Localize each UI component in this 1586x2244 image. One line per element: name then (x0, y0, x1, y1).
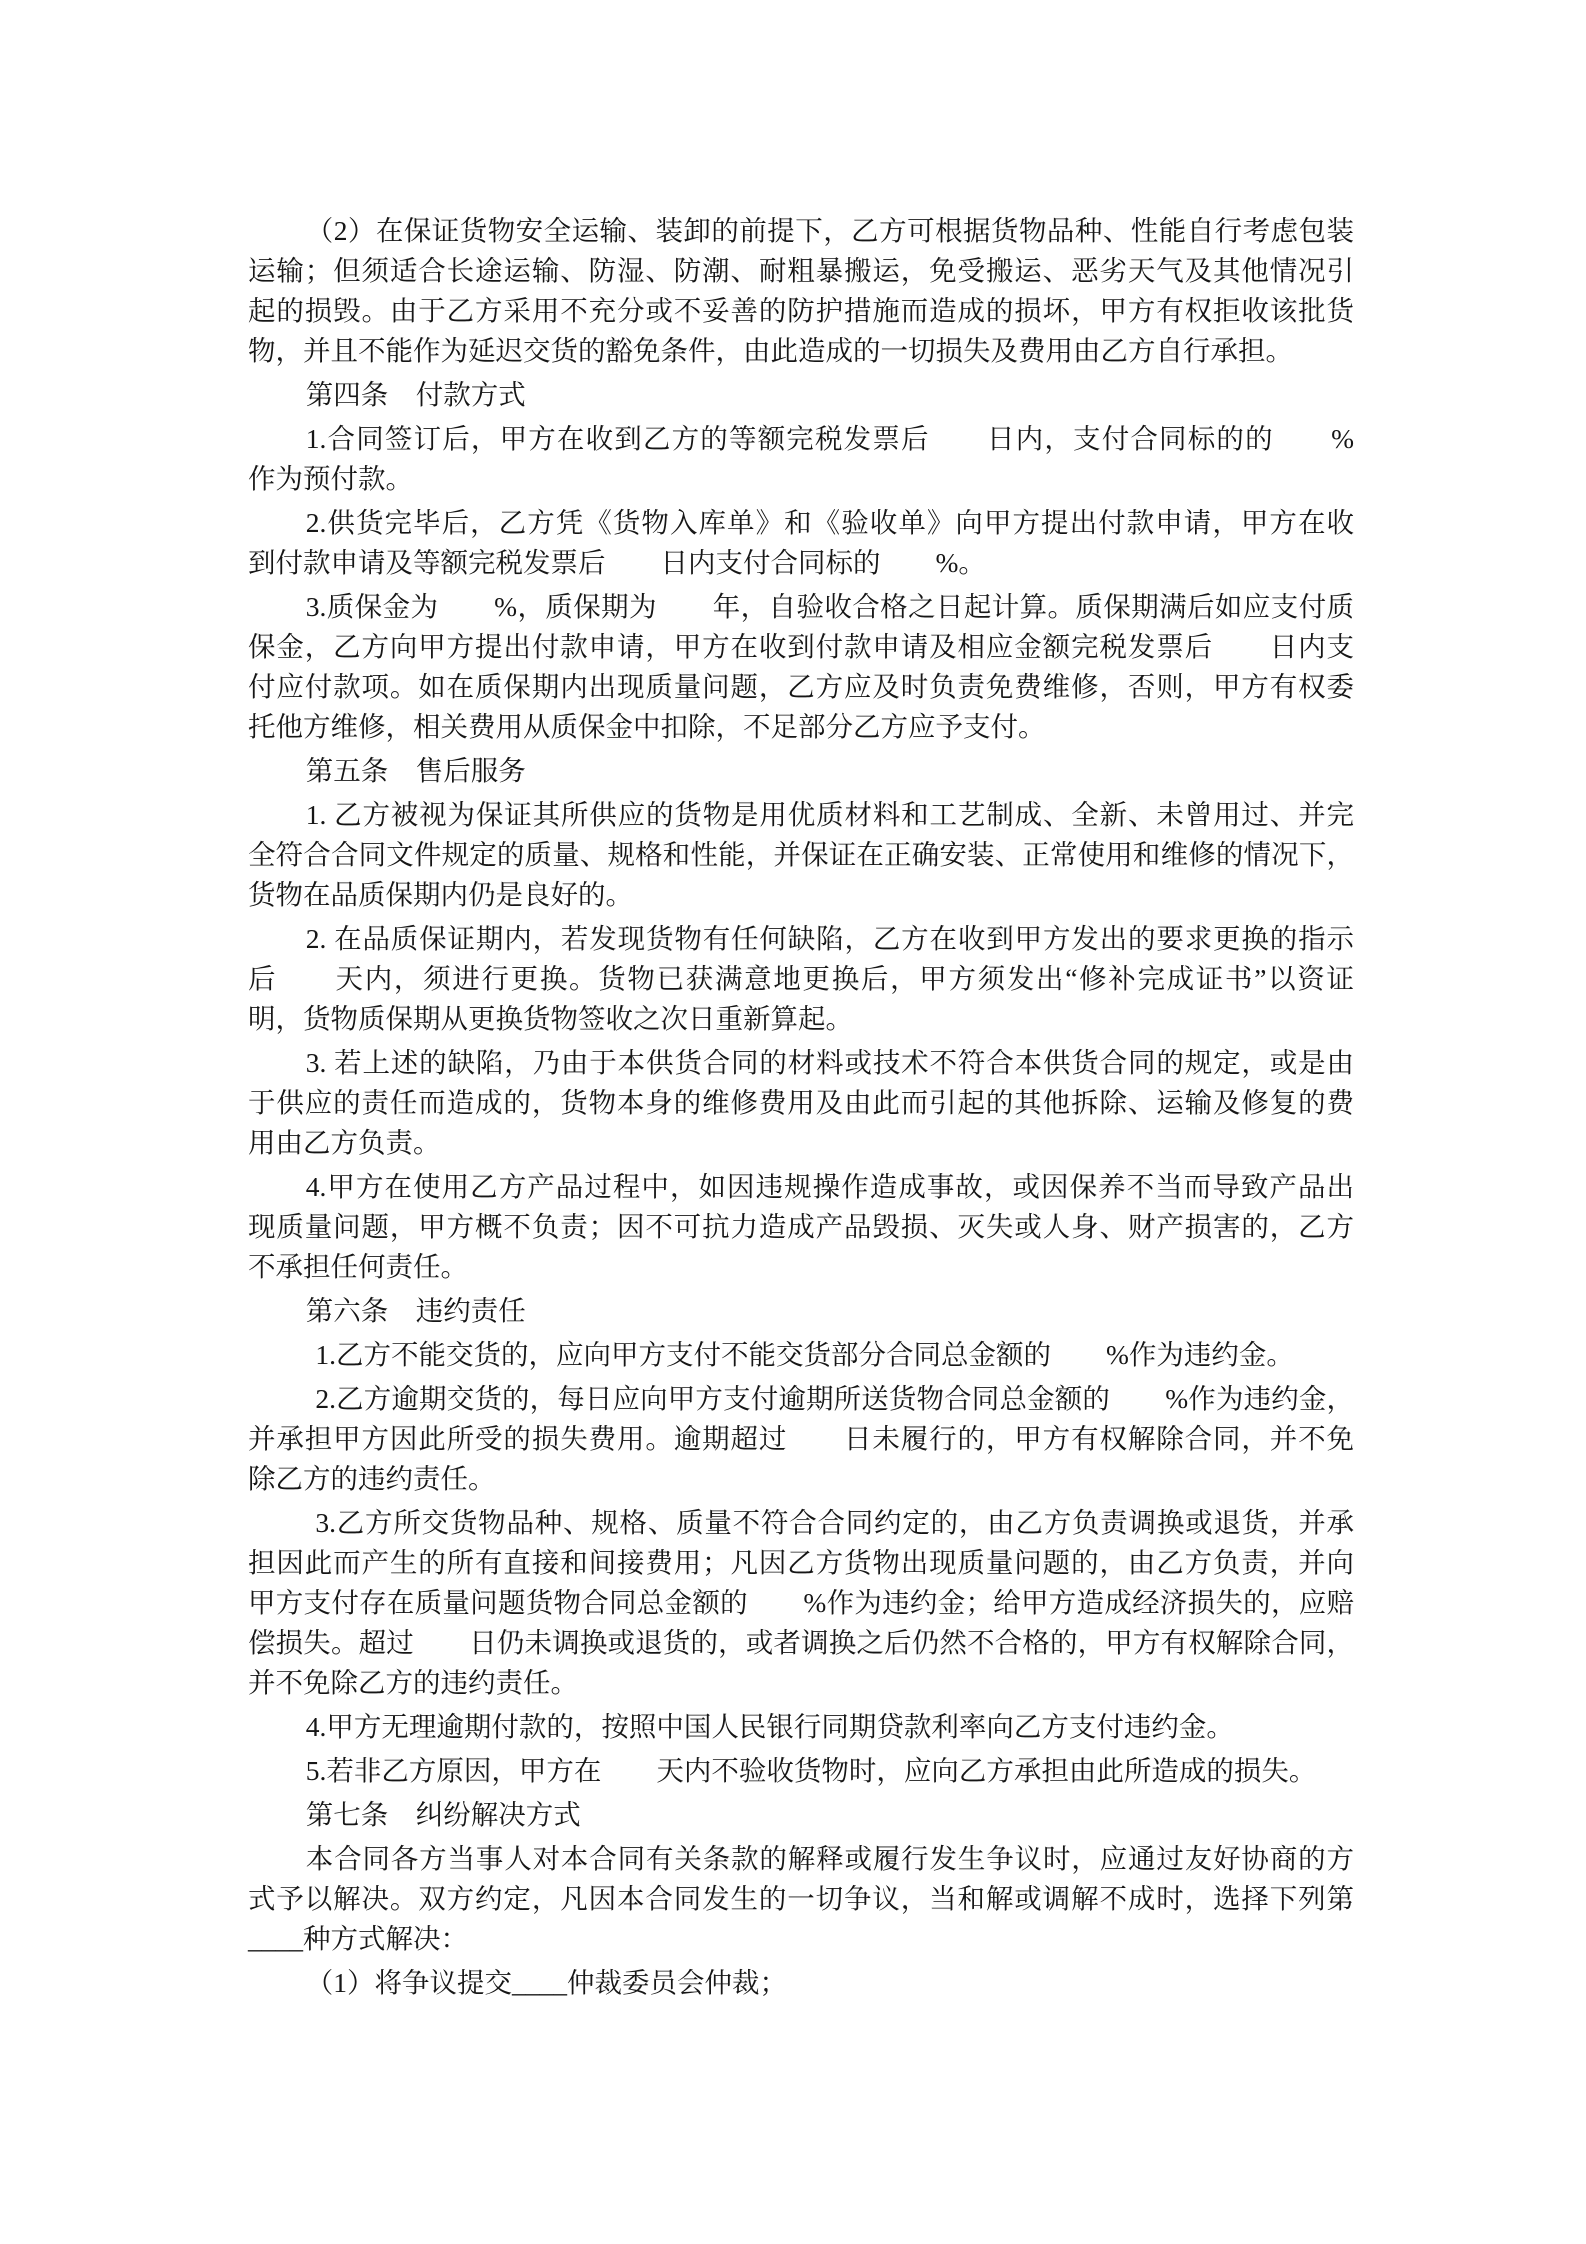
liability-term-2 (248, 1379, 1354, 1499)
text-line: 用由乙方负责。 (248, 1127, 441, 1158)
text-line: 2.乙方逾期交货的，每日应向甲方支付逾期所送货物合同总金额的 %作为违约金， (315, 1383, 1354, 1414)
after-sales-term-2 (248, 919, 1354, 1039)
text-line: （2）在保证货物安全运输、装卸的前提下，乙方可根据货物品种、性能自行考虑包装 (305, 215, 1354, 246)
text-line: 全符合合同文件规定的质量、规格和性能，并保证在正确安装、正常使用和维修的情况下， (248, 839, 1354, 870)
article-4-section (248, 375, 1354, 747)
after-sales-term-4 (248, 1167, 1354, 1287)
text-line: 1.合同签订后，甲方在收到乙方的等额完税发票后 日内，支付合同标的的 % (305, 423, 1354, 454)
text-line: 起的损毁。由于乙方采用不充分或不妥善的防护措施而造成的损坏，甲方有权拒收该批货 (248, 295, 1354, 326)
text-line: 4.甲方在使用乙方产品过程中，如因违规操作造成事故，或因保养不当而导致产品出 (305, 1171, 1354, 1202)
text-line: 甲方支付存在质量问题货物合同总金额的 %作为违约金；给甲方造成经济损失的，应赔 (248, 1587, 1354, 1618)
text-line: 保金，乙方向甲方提出付款申请，甲方在收到付款申请及相应金额完税发票后 日内支 (248, 631, 1354, 662)
text-line: 明，货物质保期从更换货物签收之次日重新算起。 (248, 1003, 853, 1034)
payment-term-1 (248, 419, 1354, 499)
text-line: （1）将争议提交____仲裁委员会仲裁； (305, 1967, 787, 1998)
text-line: 并不免除乙方的违约责任。 (248, 1667, 578, 1698)
payment-term-3 (248, 587, 1354, 747)
text-line: 3.质保金为 %，质保期为 年，自验收合格之日起计算。质保期满后如应支付质 (305, 591, 1354, 622)
text-line: 担因此而产生的所有直接和间接费用；凡因乙方货物出现质量问题的，由乙方负责，并向 (248, 1547, 1354, 1578)
text-line: 1. 乙方被视为保证其所供应的货物是用优质材料和工艺制成、全新、未曾用过、并完 (305, 799, 1354, 830)
text-line: 于供应的责任而造成的，货物本身的维修费用及由此而引起的其他拆除、运输及修复的费 (248, 1087, 1354, 1118)
text-line: 并承担甲方因此所受的损失费用。逾期超过 日未履行的，甲方有权解除合同，并不免 (248, 1423, 1354, 1454)
text-line: 付应付款项。如在质保期内出现质量问题，乙方应及时负责免费维修，否则，甲方有权委 (248, 671, 1354, 702)
after-sales-term-3 (248, 1043, 1354, 1163)
payment-term-2 (248, 503, 1354, 583)
text-line: 本合同各方当事人对本合同有关条款的解释或履行发生争议时，应通过友好协商的方 (305, 1843, 1354, 1874)
text-line: 1.乙方不能交货的，应向甲方支付不能交货部分合同总金额的 %作为违约金。 (315, 1339, 1294, 1370)
text-line: ____种方式解决： (248, 1923, 468, 1954)
after-sales-term-1 (248, 795, 1354, 915)
text-line: 4.甲方无理逾期付款的，按照中国人民银行同期贷款利率向乙方支付违约金。 (305, 1711, 1234, 1742)
heading-text: 第四条 付款方式 (305, 379, 526, 410)
heading-text: 第五条 售后服务 (305, 755, 526, 786)
liability-term-4 (248, 1707, 1354, 1747)
article-7-section (248, 1795, 1354, 2003)
text-line: 货物在品质保期内仍是良好的。 (248, 879, 633, 910)
text-line: 偿损失。超过 日仍未调换或退货的，或者调换之后仍然不合格的，甲方有权解除合同， (248, 1627, 1354, 1658)
article-6-heading (248, 1291, 1354, 1331)
dispute-option-1 (248, 1963, 1354, 2003)
heading-text: 第七条 纠纷解决方式 (305, 1799, 581, 1830)
article-6-section (248, 1291, 1354, 1791)
text-line: 后 天内，须进行更换。货物已获满意地更换后，甲方须发出“修补完成证书”以资证 (248, 963, 1354, 994)
text-line: 5.若非乙方原因，甲方在 天内不验收货物时，应向乙方承担由此所造成的损失。 (305, 1755, 1317, 1786)
text-line: 2. 在品质保证期内，若发现货物有任何缺陷，乙方在收到甲方发出的要求更换的指示 (305, 923, 1354, 954)
text-line: 运输；但须适合长途运输、防湿、防潮、耐粗暴搬运，免受搬运、恶劣天气及其他情况引 (248, 255, 1354, 286)
heading-text: 第六条 违约责任 (305, 1295, 526, 1326)
text-line: 托他方维修，相关费用从质保金中扣除，不足部分乙方应予支付。 (248, 711, 1046, 742)
text-line: 现质量问题，甲方概不负责；因不可抗力造成产品毁损、灭失或人身、财产损害的，乙方 (248, 1211, 1354, 1242)
text-line: 2.供货完毕后，乙方凭《货物入库单》和《验收单》向甲方提出付款申请，甲方在收 (305, 507, 1354, 538)
liability-term-3 (248, 1503, 1354, 1703)
text-line: 式予以解决。双方约定，凡因本合同发生的一切争议，当和解或调解不成时，选择下列第 (248, 1883, 1354, 1914)
article-5-heading (248, 751, 1354, 791)
contract-page (248, 207, 1354, 2003)
article-4-heading (248, 375, 1354, 415)
dispute-resolution-paragraph (248, 1839, 1354, 1959)
text-line: 不承担任何责任。 (248, 1251, 468, 1282)
text-line: 到付款申请及等额完税发票后 日内支付合同标的 %。 (248, 547, 986, 578)
article-7-heading (248, 1795, 1354, 1835)
text-line: 物，并且不能作为延迟交货的豁免条件，由此造成的一切损失及费用由乙方自行承担。 (248, 335, 1293, 366)
text-line: 3.乙方所交货物品种、规格、质量不符合合同约定的，由乙方负责调换或退货，并承 (315, 1507, 1354, 1538)
text-line: 除乙方的违约责任。 (248, 1463, 496, 1494)
text-line: 3. 若上述的缺陷，乃由于本供货合同的材料或技术不符合本供货合同的规定，或是由 (305, 1047, 1354, 1078)
liability-term-5 (248, 1751, 1354, 1791)
article-3-item-2-paragraph (248, 211, 1354, 371)
text-line: 作为预付款。 (248, 463, 413, 494)
article-5-section (248, 751, 1354, 1287)
liability-term-1 (248, 1335, 1354, 1375)
